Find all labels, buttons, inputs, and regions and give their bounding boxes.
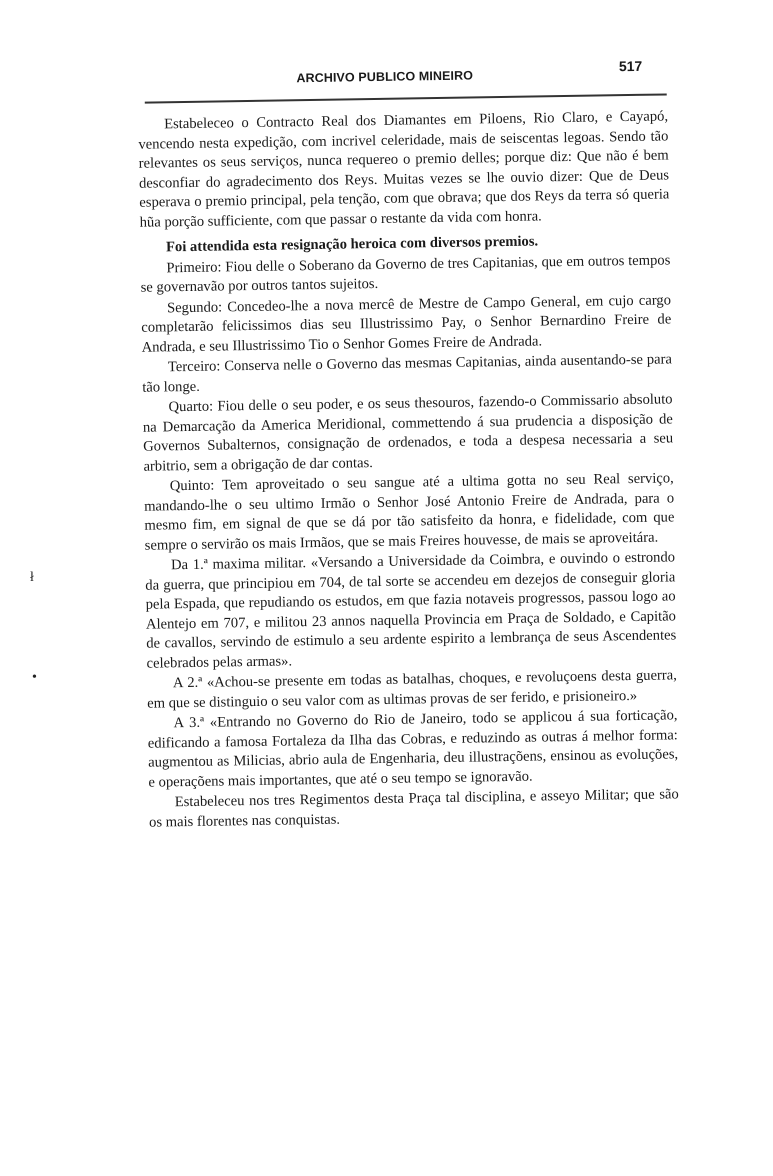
paragraph: A 2.ª «Achou-se presente em todas as batalhas, choques, e revoluçoens desta guerra, em que se distinguio o seu valor com as ultimas provas de ser ferido, e prisioneiro.» [147, 667, 677, 712]
paragraph: Segundo: Concedeo-lhe a nova mercê de Mestre de Campo General, em cujo cargo completarão felicissimos dias seu Illustrissimo Pay, o Senhor Bernardino Freire de Andrada, e seu Illustrissimo Tio o Senhor Gomes Freire de Andrada. [141, 291, 672, 356]
page-number: 517 [618, 57, 643, 75]
paragraph: A 3.ª «Entrando no Governo do Rio de Janeiro, todo se applicou á sua forticação, edificando a famosa Fortaleza da Ilha das Cobras, e reduzindo as outras á melhor forma: augmentou as Milicias, abrio aula de Engenharia, deu illustraçõens, ensinou as evoluções, e operaçõens mais importantes, que até o seu tempo se ignoravão. [147, 707, 679, 791]
page-header [142, 58, 662, 96]
header-rule [145, 93, 667, 103]
body-text [138, 107, 679, 833]
running-title: ARCHIVO PUBLICO MINEIRO [296, 68, 474, 86]
paragraph: Estabeleceu nos tres Regimentos desta Praça tal disciplina, e asseyo Militar; que são os mais florentes nas conquistas. [148, 786, 679, 831]
paragraph: Da 1.ª maxima militar. «Versando a Universidade da Coimbra, e ouvindo o estrondo da guerra, que principiou em 704, de tal sorte se accendeu em dezejos de conseguir gloria pela Espada, que repudiando os estudos, em que fazia notaveis progressos, passou logo ao Alentejo em 707, e militou 23 annos naquella Provincia em Praça de Soldado, e Capitão de cavallos, servindo de estimulo a seu ardente espirito a lembrança de seus Ascendentes celebrados pelas armas». [145, 549, 677, 672]
paragraph: Foi attendida esta resignação heroica com diversos premios. [165, 233, 539, 256]
margin-mark: ł [30, 570, 34, 585]
margin-dot: • [32, 670, 37, 685]
paragraph: Terceiro: Conserva nelle o Governo das mesmas Capitanias, ainda ausentando-se para tão longe. [142, 351, 673, 396]
paragraph: Estabeleceo o Contracto Real dos Diamantes em Piloens, Rio Claro, e Cayapó, vencendo nesta expedição, com incrivel celeridade, mais de seiscentas legoas. Sendo tão relevantes os seus serviços, nunca requereo o premio delles; porque diz: Que não é bem desconfiar do agradecimento dos Reys. Muitas vezes se lhe ouvio dizer: Que de Deus esperava o premio principal, pela tenção, com que obrava; que dos Reys da terra só queria hũa porção sufficiente, com que passar o restante da vida com honra. [138, 108, 670, 231]
paragraph: Primeiro: Fiou delle o Soberano da Governo de tres Capitanias, que em outros tempos se governavão por outros tantos sujeitos. [140, 251, 671, 296]
paragraph: Quinto: Tem aproveitado o seu sangue até a ultima gotta no seu Real serviço, mandando-lhe o seu ultimo Irmão o Senhor José Antonio Freire de Andrada, para o mesmo fim, em signal de que se dá por tão satisfeito da honra, e fidelidade, com que sempre o servirão os mais Irmãos, que se mais Freires houvesse, de mais se aproveitára. [144, 470, 675, 554]
paragraph: Quarto: Fiou delle o seu poder, e os seus thesouros, fazendo-o Commissario absoluto na Demarcação da America Meridional, commettendo á sua prudencia a disposição de Governos Subalternos, consignação de ordenados, e toda a despesa necessaria a seu arbitrio, sem a obrigação de dar contas. [142, 391, 674, 475]
